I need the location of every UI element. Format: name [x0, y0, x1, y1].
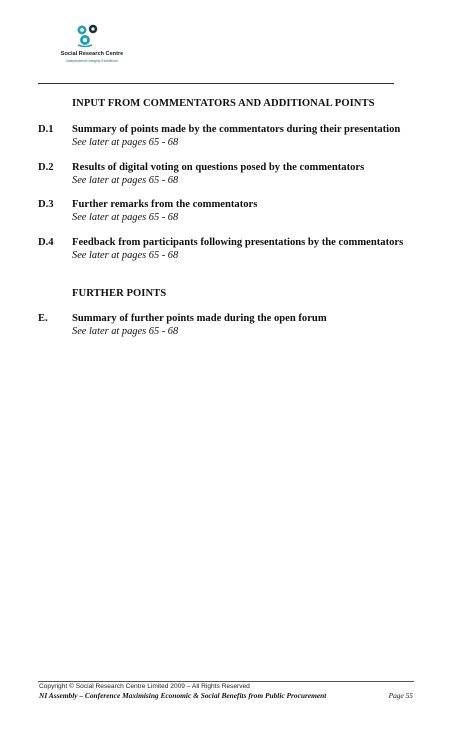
- item-title-d1: Summary of points made by the commentators during their presentation: [72, 124, 401, 135]
- logo-name: Social Research Centre: [60, 51, 124, 57]
- social-research-centre-logo: [52, 24, 132, 70]
- item-reference-d3: See later at pages 65 - 68: [72, 212, 179, 223]
- logo-tagline: Independence Integrity Excellence: [66, 59, 118, 63]
- item-title-d2: Results of digital voting on questions posed by the commentators: [72, 162, 365, 173]
- footer-page-number: Page 55: [388, 691, 413, 700]
- footer-copyright: Copyright © Social Research Centre Limited 2009 – All Rights Reserved: [39, 683, 250, 690]
- item-number-d3: D.3: [38, 199, 54, 210]
- footer-document-title: NI Assembly – Conference Maximising Economic & Social Benefits from Public Procurement: [39, 691, 327, 700]
- item-reference-e: See later at pages 65 - 68: [72, 326, 179, 337]
- logo-mark-icon: [74, 24, 104, 48]
- item-title-d3: Further remarks from the commentators: [72, 199, 258, 210]
- item-number-d4: D.4: [38, 237, 54, 248]
- header-divider: [38, 83, 394, 84]
- item-title-e: Summary of further points made during the open forum: [72, 313, 327, 324]
- item-title-d4: Feedback from participants following presentations by the commentators: [72, 237, 404, 248]
- item-reference-d4: See later at pages 65 - 68: [72, 250, 179, 261]
- footer-divider: [38, 681, 414, 682]
- section-title-input-from-commentators: INPUT FROM COMMENTATORS AND ADDITIONAL POINTS: [72, 98, 375, 109]
- section-title-further-points: FURTHER POINTS: [72, 288, 167, 299]
- item-reference-d1: See later at pages 65 - 68: [72, 137, 179, 148]
- item-number-e: E.: [38, 313, 48, 324]
- item-reference-d2: See later at pages 65 - 68: [72, 175, 179, 186]
- item-number-d1: D.1: [38, 124, 54, 135]
- item-number-d2: D.2: [38, 162, 54, 173]
